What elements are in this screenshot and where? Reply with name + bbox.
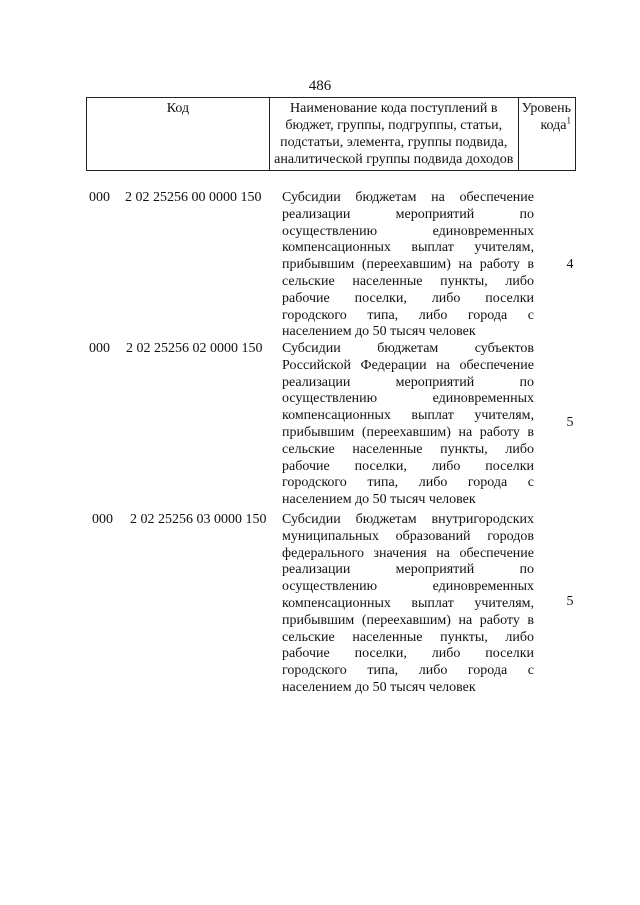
footnote-marker: 1	[566, 115, 571, 126]
row-level: 4	[566, 257, 574, 272]
row-revenue-code: 2 02 25256 02 0000 150	[126, 341, 263, 356]
table-header	[86, 97, 576, 171]
header-code-label: Код	[166, 101, 190, 116]
row-level: 5	[566, 594, 574, 609]
header-level	[518, 98, 575, 171]
row-description: Субсидии бюджетам на обеспечение реализации мероприятий по осуществлению единовременных компенсационных выплат учителям, прибывшим (переехавшим) на работу в сельские населенные пункты, либо рабочие поселки, либо поселки городского типа, либо города с населением до 50 тысяч человек	[282, 190, 534, 340]
row-admin-code: 000	[92, 512, 113, 527]
header-level-label: Уровень кода	[521, 101, 571, 133]
header-code	[87, 98, 270, 171]
row-revenue-code: 2 02 25256 00 0000 150	[125, 190, 262, 205]
table-header-row	[87, 98, 576, 171]
header-name-label: Наименование кода поступлений в бюджет, группы, подгруппы, статьи, подстатьи, элемента, группы подвида, аналитической группы подвида доходов	[274, 101, 514, 167]
row-admin-code: 000	[89, 190, 110, 205]
header-name	[269, 98, 518, 171]
page-number: 486	[308, 78, 332, 94]
row-description: Субсидии бюджетам субъектов Российской Федерации на обеспечение реализации мероприятий по осуществлению единовременных компенсационных выплат учителям, прибывшим (переехавшим) на работу в сельские населенные пункты, либо рабочие поселки, либо поселки городского типа, либо города с населением до 50 тысяч человек	[282, 341, 534, 508]
row-description: Субсидии бюджетам внутригородских муниципальных образований городов федерального значения на обеспечение реализации мероприятий по осуществлению единовременных компенсационных выплат учителям, прибывшим (переехавшим) на работу в сельские населенные пункты, либо рабочие поселки, либо поселки городского типа, либо города с населением до 50 тысяч человек	[282, 512, 534, 695]
row-admin-code: 000	[89, 341, 110, 356]
row-level: 5	[566, 415, 574, 430]
row-revenue-code: 2 02 25256 03 0000 150	[130, 512, 267, 527]
